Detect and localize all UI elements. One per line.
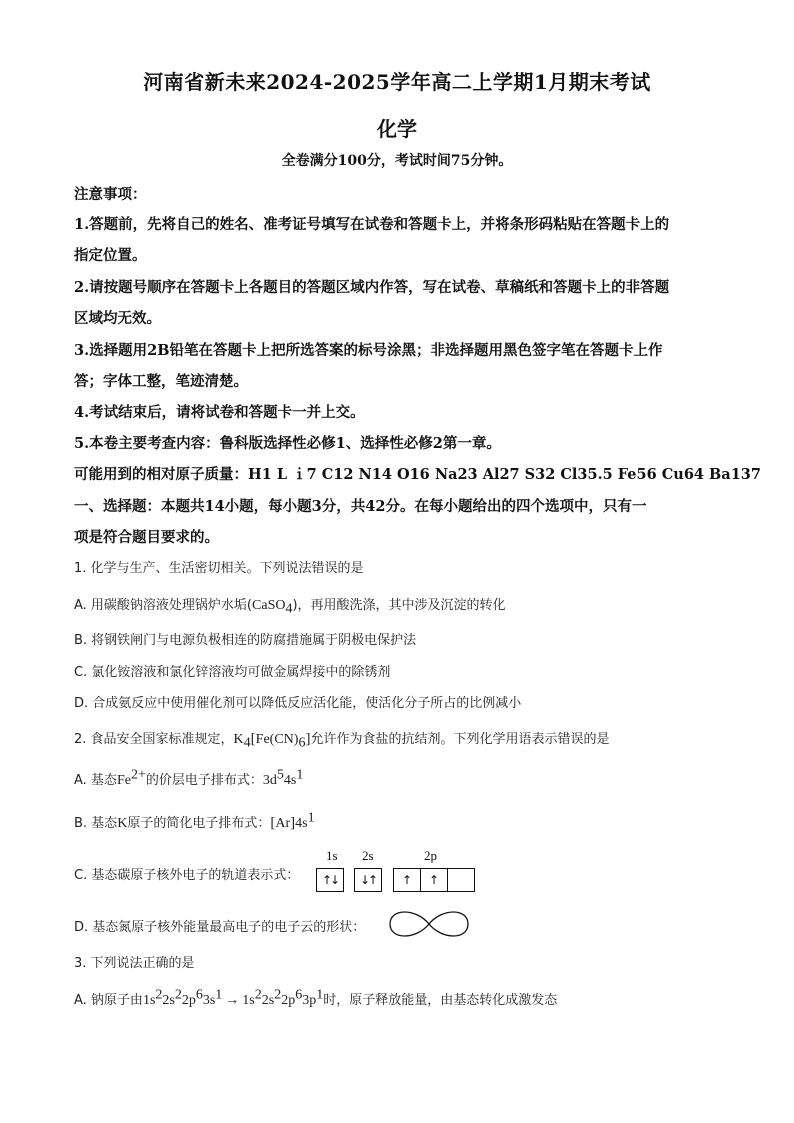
q1-option-d: D. 合成氨反应中使用催化剂可以降低反应活化能，使活化分子所占的比例减小 [74,696,522,711]
orbital-box-1s [316,868,344,892]
q2-b-pre: B. 基态 [74,816,118,831]
q1-stem: 1. 化学与生产、生活密切相关。下列说法错误的是 [74,561,364,576]
q3-d2: 2s [261,993,275,1008]
q2-bracket-close: ] [305,731,311,747]
note-2b: 区域均无效。 [74,310,161,327]
orbital-box-2s [354,868,382,892]
q3-c1: 1s [142,993,156,1008]
note-1b: 指定位置。 [74,247,147,264]
atomic-mass-line: 可能用到的相对原子质量：H1 L ｉ7 C12 N14 O16 Na23 Al27 S32 Cl35.5 Fe56 Cu64 Ba137 [74,466,761,483]
note-2a: 2.请按题号顺序在答题卡上各题目的答题区域内作答，写在试卷、草稿纸和答题卡上的非答题 [74,279,670,296]
q2-option-b [74,812,734,832]
up-arrow-icon: ↑ [421,869,448,891]
q2-stem-pre: 2. 食品安全国家标准规定， [74,732,234,747]
note-3b: 答；字体工整，笔迹清楚。 [74,373,248,390]
q2-b-mid: 原子的简化电子排布式： [127,816,271,831]
q3-d2s: 2 [274,987,282,1003]
q3-a-pre: A. 钠原子由 [74,993,143,1008]
q3-c2s: 2 [174,987,182,1003]
empty-orbital-cell [448,869,474,891]
q3-d3: 2p [281,993,296,1008]
up-arrow-icon: ↑ [394,869,421,891]
q2-k: K [233,732,244,747]
section-heading-b: 项是符合题目要求的。 [74,529,219,546]
orbital-label-2s: 2s [362,848,374,863]
q2-a-config: 3d [262,773,277,788]
q2-b-bracket-open: [ [270,815,276,831]
exam-title: 河南省新未来2024-2025学年高二上学期1月期末考试 [143,70,651,94]
q2-a-ion: Fe [116,773,131,788]
notes-heading: 注意事项： [74,186,147,203]
q1-option-c: C. 氯化铵溶液和氯化锌溶液均可做金属焊接中的除锈剂 [74,665,391,680]
q1-a-formula: CaSO [252,598,286,613]
q1-a-sub: 4 [285,601,293,617]
q1-a-text-post: )，再用酸洗涤，其中涉及沉淀的转化 [292,598,506,613]
paired-arrows-icon: ↓↑ [359,873,377,887]
q3-c1s: 2 [155,987,163,1003]
paired-arrows-icon: ↑↓ [321,873,339,887]
q3-c3s: 6 [195,987,203,1003]
orbital-label-1s: 1s [326,848,338,863]
note-5: 5.本卷主要考查内容：鲁科版选择性必修1、选择性必修2第一章。 [74,435,501,452]
q2-stem [74,728,734,751]
orbital-label-2p: 2p [424,848,437,863]
q3-d4: 3p [302,993,317,1008]
section-heading-a: 一、选择题：本题共14小题，每小题3分，共42分。在每小题给出的四个选项中，只有一 [74,498,647,515]
q2-a-mid: 的价层电子排布式： [145,773,263,788]
q3-option-a [74,989,734,1009]
q2-b-4s: 4s [295,816,308,831]
q2-b-ar: Ar [275,816,291,831]
q2-fe: Fe [255,732,270,747]
q3-c4s: 1 [215,987,223,1003]
q2-b-bracket-close: ] [290,815,296,831]
q2-a-charge: 2+ [130,767,146,783]
score-note: 全卷满分100分，考试时间75分钟。 [281,153,513,169]
q1-option-b: B. 将钢铁闸门与电源负极相连的防腐措施属于阴极电保护法 [74,633,417,648]
q2-a-pre: A. 基态 [74,773,117,788]
q2-k-sub: 4 [243,735,251,751]
note-1a: 1.答题前，先将自己的姓名、准考证号填写在试卷和答题卡上，并将条形码粘贴在答题卡上的 [74,216,670,233]
q3-d1s: 2 [254,987,262,1003]
q2-stem-post: 允许作为食盐的抗结剂。下列化学用语表示错误的是 [310,732,610,747]
q2-b-k: K [117,816,128,831]
q3-d4s: 1 [316,987,324,1003]
q2-cn-sub: 6 [298,735,306,751]
orbital-box-2p [393,868,475,892]
q1-a-text-pre: A. 用碳酸钠溶液处理锅炉水垢( [74,598,253,613]
q2-option-c: C. 基态碳原子核外电子的轨道表示式： [74,868,300,883]
q3-d3s: 6 [295,987,303,1003]
q2-a-sup2: 1 [296,767,304,783]
q2-a-config2: 4s [283,773,297,788]
q2-option-a [74,769,734,789]
orbital-diagram [316,848,486,898]
dumbbell-orbital-icon [386,906,472,942]
q2-option-d: D. 基态氮原子核外能量最高电子的电子云的形状： [74,920,366,935]
q3-c3: 2p [181,993,196,1008]
subject-title: 化学 [377,117,417,141]
q1-option-a [74,594,734,617]
q2-bracket-open: [ [250,731,256,747]
q3-d1: 1s [242,993,255,1008]
q2-cn: (CN) [269,732,299,747]
q2-a-sup1: 5 [276,767,284,783]
q3-c4: 3s [202,993,216,1008]
q2-b-sup: 1 [307,810,315,826]
right-arrow-icon: → [225,993,240,1008]
note-4: 4.考试结束后，请将试卷和答题卡一并上交。 [74,404,365,421]
q3-a-post: 时，原子释放能量，由基态转化成激发态 [323,993,558,1008]
q3-stem: 3. 下列说法正确的是 [74,956,195,971]
note-3a: 3.选择题用2B铅笔在答题卡上把所选答案的标号涂黑；非选择题用黑色签字笔在答题卡上作 [74,342,663,359]
q3-c2: 2s [162,993,175,1008]
